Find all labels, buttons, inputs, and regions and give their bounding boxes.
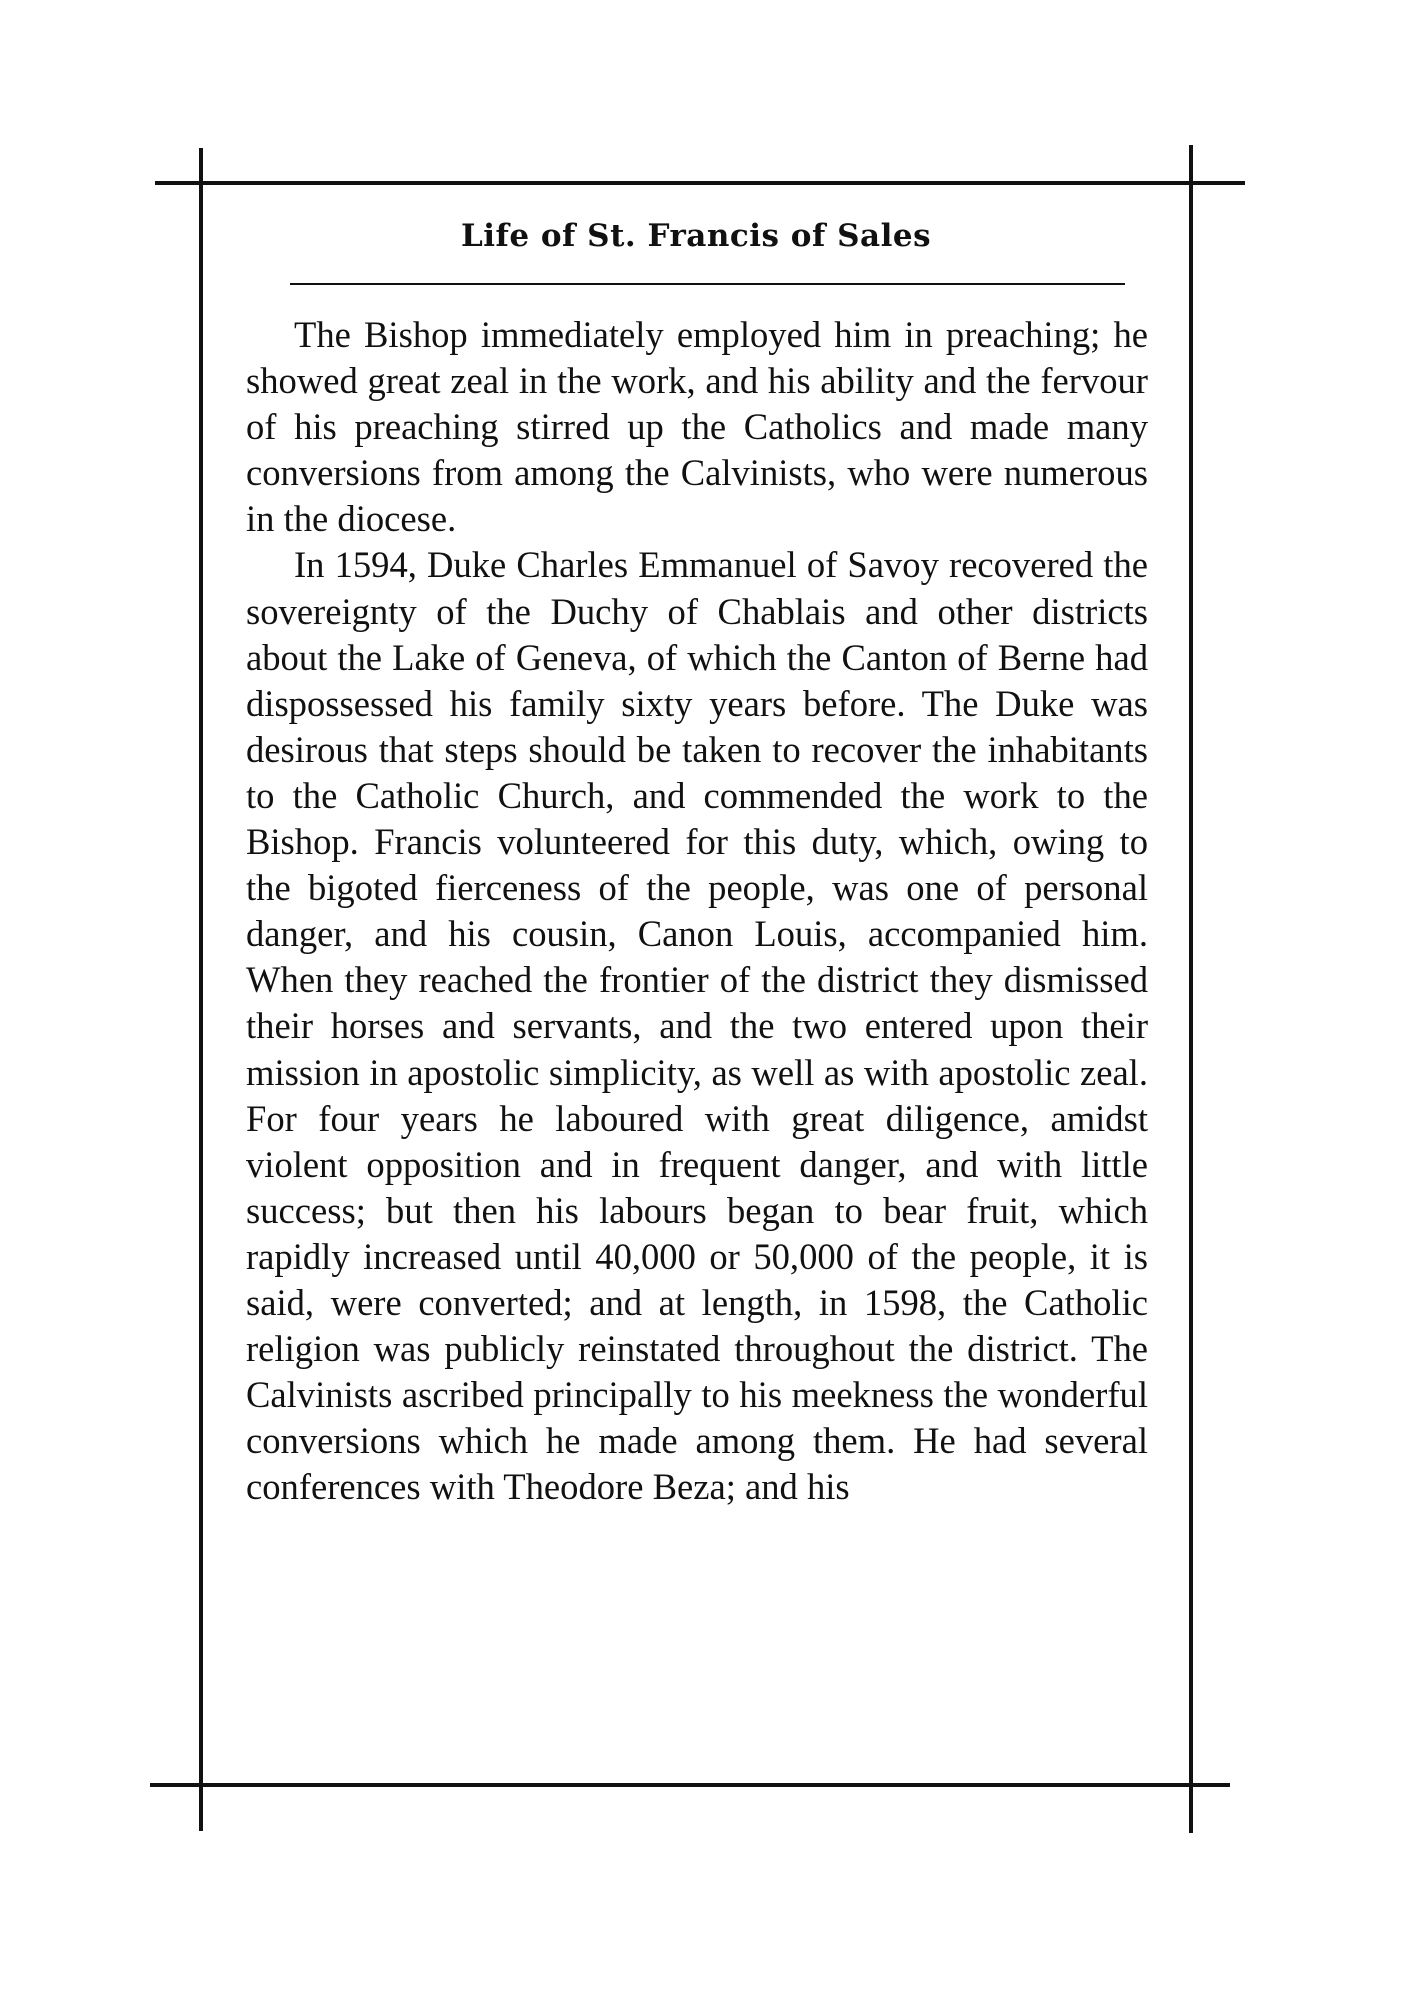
frame-bottom-rule	[150, 1783, 1230, 1787]
paragraph: In 1594, Duke Charles Emmanuel of Savoy recovered the sovereignty of the Duchy of Chablais and other districts about the Lake of Geneva, of which the Canton of Berne had dispossessed his family sixty years before. The Duke was desirous that steps should be taken to recover the inhabitants to the Catholic Church, and commended the work to the Bishop. Francis volunteered for this duty, which, owing to the bigoted fierceness of the people, was one of personal danger, and his cousin, Canon Louis, accompanied him. When they reached the frontier of the district they dismissed their horses and servants, and the two entered upon their mission in apostolic simplicity, as well as with apostolic zeal. For four years he laboured with great diligence, amidst violent opposition and in frequent danger, and with little success; but then his labours began to bear fruit, which rapidly increased until 40,000 or 50,000 of the people, it is said, were converted; and at length, in 1598, the Catholic religion was publicly reinstated throughout the district. The Calvinists ascribed principally to his meekness the wonderful conversions which he made among them. He had several conferences with Theodore Beza; and his	[246, 544, 1148, 1508]
header-underline	[290, 283, 1125, 285]
frame-left-rule	[199, 148, 203, 1831]
paragraph: The Bishop immediately employed him in preaching; he showed great zeal in the work, and his ability and the fervour of his preaching stirred up the Catholics and made many conversions from among the Calvinists, who were numerous in the diocese.	[246, 314, 1148, 540]
body-text	[246, 312, 1148, 1510]
frame-top-rule	[155, 181, 1245, 185]
frame-right-rule	[1189, 145, 1193, 1833]
running-head: Life of St. Francis of Sales	[460, 218, 932, 254]
